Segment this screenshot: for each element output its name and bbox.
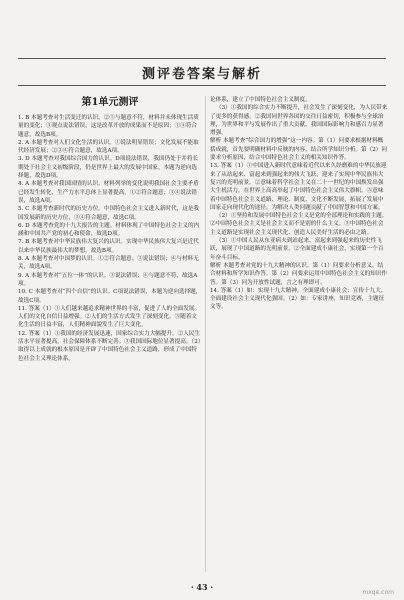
- page-title: 测评卷答案与解析: [18, 58, 386, 86]
- page-number: · 43 ·: [190, 582, 214, 592]
- answer-item: 4. A 本题考查对我国国情的认识。材料列举的变化说明我国社会主要矛盾已经发生转化，生产力水平总体上显著提高，①②符合题意；③④说法错误，故选A项。: [18, 181, 199, 204]
- answer-item: 6. D 本题考查党的十九大报告的主题。材料体现了中国特色社会主义的内涵和中国共产党的初心和使命，故选D项。: [18, 222, 200, 238]
- answer-item: 14. 答案（1）如：实现十九大精神，全面建成小康社会；宣传十九大，全面建设社会主义现代化强国。（2）如：专家讲座，知识竞赛，主题征文等。: [210, 287, 387, 311]
- answer-item: 9. A 本题考查对“五位一体”的认识。③说法错误；④与题意不符，故选A项。: [18, 272, 198, 287]
- analysis-item: 解析 本题考查“综合国力的增强”这一内容。第（1）问要求根据材料概括成就，首先要明确材料中反映的内容，结合所学知识分析。第（2）问要求分析原因，结合中国特色社会主义的相关知识作答。: [210, 138, 387, 162]
- answer-item: 7. B 本题考查对中华民族伟大复兴的认识。实现中华民族伟大复兴是近代以来中华民族最伟大的梦想，故选B项。: [18, 239, 199, 254]
- answer-item: 1. B 本题考查对生活变迁的认识。②⑤与题意不符，材料并未体现生活质量的变化；③观点说法错误，这是改革开放的成果而不是原因；①④符合题意，故选B项。: [18, 115, 199, 138]
- watermark: mxqe.com: [362, 589, 394, 596]
- answer-item: 论体系，建立了中国特色社会主义制度。: [210, 97, 311, 103]
- unit-heading: 第1单元测评: [81, 97, 139, 108]
- answer-item: （3）①我国的综合实力不断提升，社会发生了深刻变化，为人民带来了更多的获得感。②我国同世界各国的交往日益密切，积极参与全球治理，为世界和平与发展作出了重大贡献，我国国际影响力和感召力显著增强。: [210, 105, 388, 137]
- left-column: [18, 96, 202, 572]
- answer-item: 2. A 本题考查对人们文化生活的认识。①说法明显错误；文化发展不能取代经济发展；②③④符合题意，故选A项。: [18, 139, 199, 155]
- answer-item: 10. C 本题考查对“四个自信”的认识。C项说法错误，本题为逆向选择题，故选C项。: [18, 289, 202, 304]
- answer-item: 11. 答案（1）①人们越来越追求精神世界的丰富，促进了人的全面发展。人们的文化自信日益增强。②人们的生活方式发生了深刻变化。③随着文化生活的日益丰富，人们精神面貌发生了巨大变化。: [18, 305, 201, 329]
- analysis-item: 解析 本题考查对党的十九大精神的认识。第（1）问要求分析意义，结合材料和所学知识作答。第（2）问要求运用中国特色社会主义的知识作答。第（3）问为开放性试题，言之有理即可。: [210, 262, 387, 286]
- answer-item: （2）①坚持和发展中国特色社会主义是党的全部理论和实践的主题。②中国特色社会主义是社会主义而不是别的什么主义。③中国特色社会主义道路是实现社会主义现代化、创造人民美好生活的必由之路。: [210, 213, 388, 236]
- answer-item: （3）①中国人民从东亚病夫到站起来、富起来到强起来的历史性飞跃，展现了中国道路的光明前景。②全面建成小康社会，实现第一个百年奋斗目标。: [210, 238, 384, 261]
- answer-item: 12. 答案（1）①我国的经济发展迅速，国家综合实力大幅提升。②人民生活水平显著提高，社会保障体系不断完善。③我国国际地位显著提高。（2）取得以上成就的根本原因是开辟了中国特色社会主义道路，形成了中国特色社会主义理论体系。: [18, 330, 201, 362]
- right-column: [210, 96, 388, 572]
- answer-item: 13. 答案（1）①中国进入新时代意味着近代以来久经磨难的中华民族迎来了从站起来、富起来到强起来的伟大飞跃，迎来了实现中华民族伟大复兴的光明前景。②意味着科学社会主义在二十一世纪的中国焕发出强大生机活力，在世界上高高举起了中国特色社会主义伟大旗帜。③意味着中国特色社会主义道路、理论、制度、文化不断发展，拓展了发展中国家走向现代化的途径，为解决人类问题贡献了中国智慧和中国方案。: [210, 163, 387, 211]
- answer-item: 3. D 本题考查对我国综合国力的认识。D项说法错误，我国仍处于并将长期处于社会主义初级阶段，仍是世界上最大的发展中国家。本题为逆向选择题，故选D项。: [18, 156, 199, 180]
- column-divider: [205, 96, 206, 572]
- answer-item: 5. C 本题考查新时代的历史方位。中国特色社会主义进入新时代，这是我国发展新的历史方位，③④符合题意，故选C项。: [18, 206, 199, 221]
- answer-item: 8. A 本题考查对中国梦的认识。①②符合题意；③说法错误；④与材料无关，故选A项。: [18, 256, 199, 271]
